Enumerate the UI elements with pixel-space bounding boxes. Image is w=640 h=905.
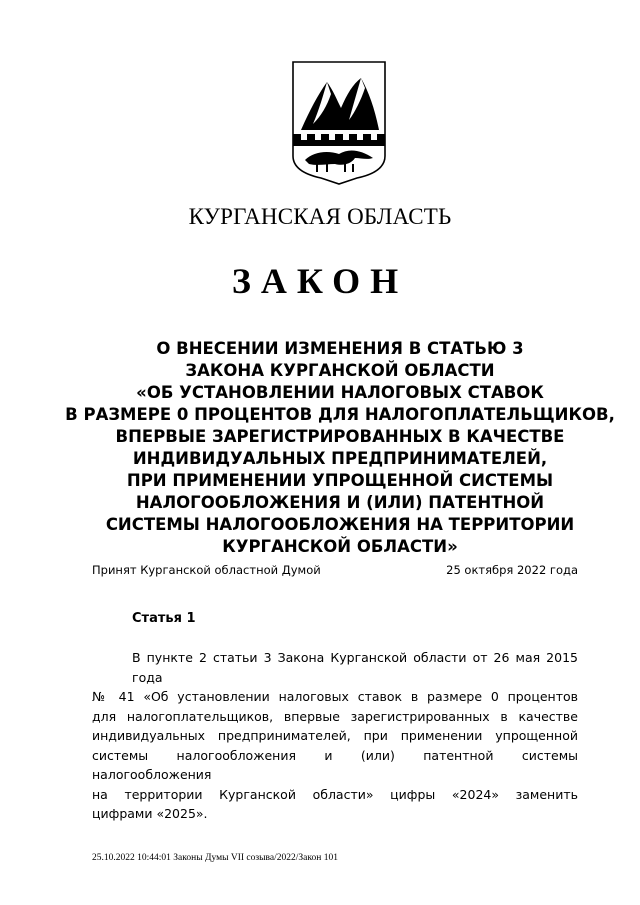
article-heading: Статья 1 (132, 611, 196, 626)
title-line: В РАЗМЕРЕ 0 ПРОЦЕНТОВ ДЛЯ НАЛОГОПЛАТЕЛЬЩИКОВ, (65, 405, 615, 424)
title-line: КУРГАНСКОЙ ОБЛАСТИ» (222, 537, 458, 556)
article-line: индивидуальных предпринимателей, при применении упрощенной (92, 728, 578, 743)
article-line: системы налогообложения и (или) патентной системы налогообложения (92, 747, 578, 782)
article-line: на территории Курганской области» цифры «2024» заменить (92, 786, 578, 802)
title-line: О ВНЕСЕНИИ ИЗМЕНЕНИЯ В СТАТЬЮ 3 (156, 339, 524, 358)
title-line: СИСТЕМЫ НАЛОГООБЛОЖЕНИЯ НА ТЕРРИТОРИИ (105, 515, 575, 534)
title-line: ПРИ ПРИМЕНЕНИИ УПРОЩЕННОЙ СИСТЕМЫ (126, 471, 554, 490)
article-line: № 41 «Об установлении налоговых ставок в размере 0 процентов (92, 689, 578, 704)
article-line: цифрами «2025». (92, 806, 208, 821)
registration-stamp: 25.10.2022 10:44:01 Законы Думы VII созыва/2022/Закон 101 (92, 853, 338, 863)
title-line: «ОБ УСТАНОВЛЕНИИ НАЛОГОВЫХ СТАВОК (136, 383, 544, 402)
law-title (0, 338, 640, 558)
adoption-text: Принят Курганской областной Думой (92, 563, 321, 577)
document-type: ЗАКОН (231, 261, 409, 301)
article-line: для налогоплательщиков, впервые зарегистрированных в качестве (92, 708, 578, 724)
article-body (92, 648, 578, 824)
title-line: НАЛОГООБЛОЖЕНИЯ И (ИЛИ) ПАТЕНТНОЙ (135, 493, 545, 512)
title-line: ЗАКОНА КУРГАНСКОЙ ОБЛАСТИ (185, 361, 495, 380)
region-name: КУРГАНСКАЯ ОБЛАСТЬ (188, 204, 452, 229)
title-line: ВПЕРВЫЕ ЗАРЕГИСТРИРОВАННЫХ В КАЧЕСТВЕ (115, 427, 565, 446)
title-line: ИНДИВИДУАЛЬНЫХ ПРЕДПРИНИМАТЕЛЕЙ, (132, 449, 548, 468)
adoption-row (92, 563, 578, 577)
kurgan-oblast-coat-of-arms-icon (287, 60, 391, 190)
adoption-date: 25 октября 2022 года (446, 563, 578, 577)
article-line: В пункте 2 статьи 3 Закона Курганской области от 26 мая 2015 года (132, 650, 578, 685)
